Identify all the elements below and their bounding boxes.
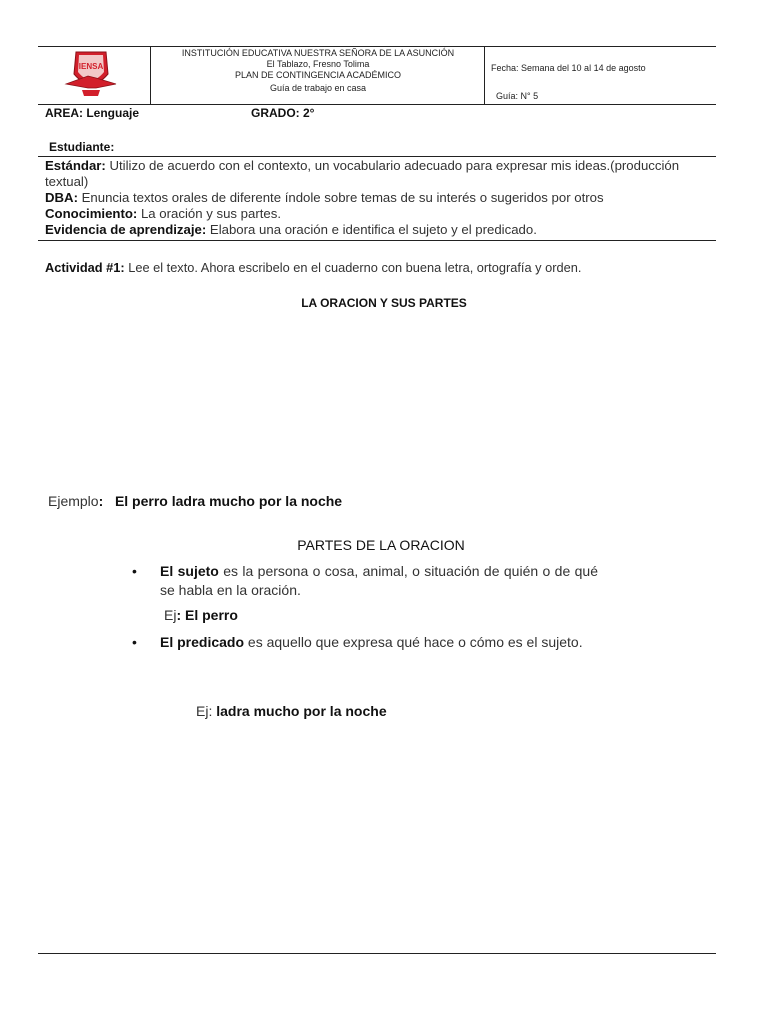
predicado-example [196, 703, 387, 719]
evidencia-text: Elabora una oración e identifica el sujeto y el predicado. [206, 222, 537, 237]
bullet-sujeto: • [132, 563, 137, 579]
sujeto-term: El sujeto [160, 563, 219, 579]
activity-instruction [45, 260, 581, 275]
student-field: Estudiante: [49, 140, 115, 154]
header-divider-left [150, 46, 151, 104]
area-field: AREA: Lenguaje [45, 106, 140, 120]
conocimiento-line [45, 206, 717, 222]
dba-label: DBA: [45, 190, 78, 205]
estandar-text: Utilizo de acuerdo con el contexto, un vocabulario adecuado para expresar mis ideas.(producción textual) [45, 158, 680, 189]
guide-number: Guía: N° 5 [496, 91, 539, 101]
activity-label: Actividad #1: [45, 260, 125, 275]
estandar-label: Estándar: [45, 158, 106, 173]
standards-bottom-border [38, 240, 716, 241]
sujeto-example [164, 607, 238, 623]
dba-line [45, 190, 717, 206]
standards-top-border [38, 156, 716, 157]
predicado-term: El predicado [160, 634, 245, 650]
bullet-predicado: • [132, 634, 137, 650]
svg-text:IENSA: IENSA [78, 62, 104, 71]
header-top-border [38, 46, 716, 47]
conocimiento-label: Conocimiento: [45, 206, 138, 221]
header-divider-right [484, 46, 485, 104]
dba-text: Enuncia textos orales de diferente índole sobre temas de su interés o sugeridos por otros [77, 190, 604, 205]
guide-type: Guía de trabajo en casa [269, 83, 367, 93]
institution-location: El Tablazo, Fresno Tolima [266, 59, 370, 69]
predicado-example-label: Ej: [196, 703, 217, 719]
date-field: Fecha: Semana del 10 al 14 de agosto [491, 63, 646, 73]
sujeto-example-label: Ej [164, 607, 177, 623]
sujeto-definition [160, 562, 598, 600]
grade-field: GRADO: 2° [251, 106, 315, 120]
school-logo [62, 48, 120, 100]
activity-text: Lee el texto. Ahora escribelo en el cuaderno con buena letra, ortografía y orden. [124, 260, 582, 275]
footer-line [38, 953, 716, 954]
predicado-text: es aquello que expresa qué hace o cómo es el sujeto. [244, 634, 583, 650]
section-title: LA ORACION Y SUS PARTES [301, 296, 467, 310]
evidencia-label: Evidencia de aprendizaje: [45, 222, 207, 237]
parts-title: PARTES DE LA ORACION [297, 537, 465, 553]
institution-name: INSTITUCIÓN EDUCATIVA NUESTRA SEÑORA DE LA ASUNCIÓN [181, 48, 455, 58]
example-label: Ejemplo [48, 493, 99, 509]
institution-header [152, 48, 484, 94]
sujeto-example-value: : El perro [176, 607, 238, 623]
header-bottom-border [38, 104, 716, 105]
example-sentence: El perro ladra mucho por la noche [114, 493, 343, 509]
predicado-definition [160, 633, 598, 652]
evidencia-line [45, 222, 717, 238]
plan-title: PLAN DE CONTINGENCIA ACADÉMICO [234, 70, 402, 80]
conocimiento-text: La oración y sus partes. [137, 206, 281, 221]
example-line [48, 493, 342, 509]
sujeto-text: es la persona o cosa, animal, o situación de quién o de qué se habla en la oración. [160, 563, 598, 598]
estandar-line [45, 158, 717, 190]
predicado-example-value: ladra mucho por la noche [216, 703, 387, 719]
example-colon: : [98, 493, 104, 509]
standards-block [45, 158, 717, 238]
